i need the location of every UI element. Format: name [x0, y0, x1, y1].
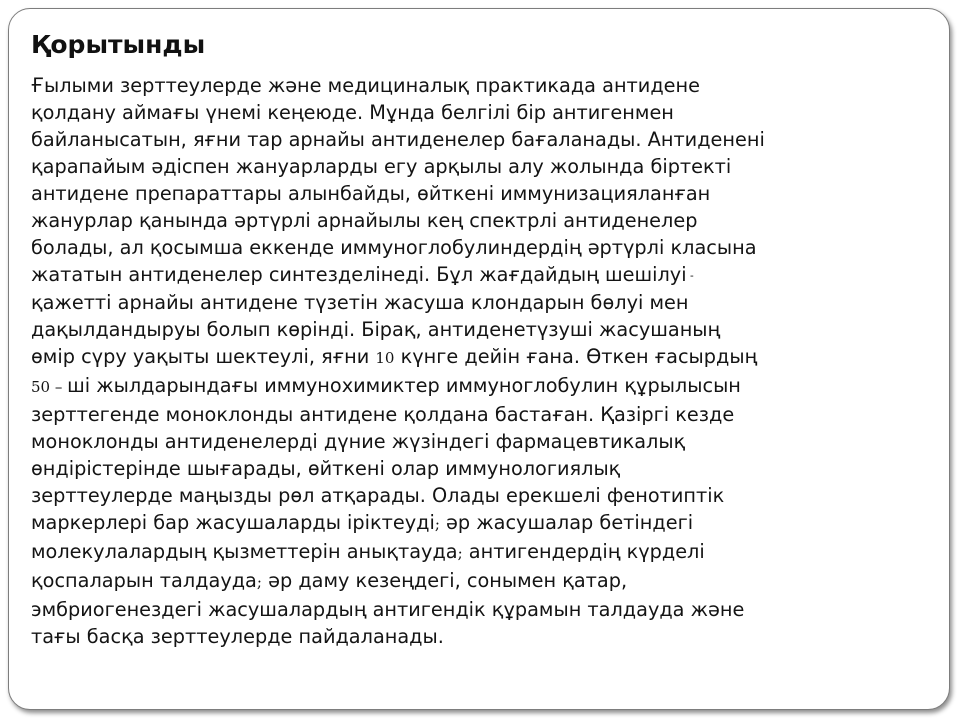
- text-fragment: әр жасушалар бетіндегі: [439, 511, 694, 534]
- text-fragment: болады, ал қосымша еккенде иммуноглобулиндердің әртүрлі класына: [31, 236, 757, 259]
- text-fragment: күнге дейін ғана. Өткен ғасырдың: [394, 345, 758, 368]
- text-line: [31, 538, 931, 567]
- text-fragment: қоспаларын талдауда: [31, 569, 257, 592]
- slide-title: Қорытынды: [31, 30, 206, 59]
- text-line: [31, 372, 931, 401]
- text-fragment: қажетті арнайы антидене түзетін жасуша клондарын бөлуі мен: [31, 291, 689, 314]
- text-line: [31, 428, 931, 455]
- semicolon-fragment: ;: [457, 544, 463, 562]
- text-line: [31, 343, 931, 372]
- semicolon-fragment: ;: [256, 573, 262, 591]
- text-fragment: молекулалардың қызметтерін анықтауда: [31, 540, 458, 563]
- dash-fragment: -: [686, 269, 694, 282]
- text-line: [31, 180, 931, 207]
- number-fragment: 10: [375, 349, 395, 367]
- text-fragment: тағы басқа зерттеулерде пайдаланады.: [31, 625, 444, 648]
- text-line: [31, 234, 931, 261]
- text-fragment: қарапайым әдіспен жануарларды егу арқылы алу жолында біртекті: [31, 155, 732, 178]
- text-fragment: байланысатын, яғни тар арнайы антиденелер бағаланады. Антидененi: [31, 128, 765, 151]
- text-fragment: моноклонды антиденелерді дүние жүзіндегі фармацевтикалық: [31, 430, 686, 453]
- text-line: [31, 72, 931, 99]
- text-line: [31, 509, 931, 538]
- text-line: [31, 153, 931, 180]
- slide-body-text: [31, 72, 931, 650]
- text-fragment: антидене препараттары алынбайды, өйткені иммунизацияланған: [31, 182, 711, 205]
- text-fragment: жататын антиденелер синтезделінеді. Бұл жағдайдың шешілуі: [31, 263, 687, 286]
- text-line: [31, 289, 931, 316]
- text-line: [31, 567, 931, 596]
- text-fragment: жанурлар қанында әртүрлі арнайылы кең спектрлі антиденелер: [31, 209, 698, 232]
- semicolon-fragment: ;: [434, 515, 440, 533]
- text-line: [31, 261, 931, 289]
- text-fragment: зерттегенде моноклонды антидене қолдана бастаған. Қазіргі кезде: [31, 403, 735, 426]
- text-fragment: ші жылдарындағы иммунохимиктер иммуноглобулин құрылысын: [67, 374, 741, 397]
- text-line: [31, 455, 931, 482]
- text-fragment: дақылдандыруы болып көрінді. Бірақ, антиденетүзуші жасушаның: [31, 318, 721, 341]
- text-line: [31, 596, 931, 623]
- text-line: [31, 401, 931, 428]
- text-fragment: өндірістерінде шығарады, өйткені олар иммунологиялық: [31, 457, 621, 480]
- text-fragment: зерттеулерде маңызды рөл атқарады. Олады ерекшелі фенотиптік: [31, 484, 725, 507]
- text-fragment: өмір сүру уақыты шектеулі, яғни: [31, 345, 376, 368]
- text-line: [31, 623, 931, 650]
- text-fragment: антигендердің күрделі: [462, 540, 705, 563]
- text-fragment: әр даму кезеңдегі, сонымен қатар,: [261, 569, 628, 592]
- text-fragment: маркерлері бар жасушаларды іріктеуді: [31, 511, 435, 534]
- text-line: [31, 99, 931, 126]
- text-fragment: Ғылыми зерттеулерде және медициналық практикада антидене: [31, 74, 700, 97]
- text-fragment: эмбриогенездегі жасушалардың антигендік құрамын талдауда және: [31, 598, 745, 621]
- text-line: [31, 316, 931, 343]
- text-fragment: қолдану аймағы үнемі кеңеюде. Мұнда белгілі бір антигенмен: [31, 101, 674, 124]
- text-line: [31, 482, 931, 509]
- text-line: [31, 207, 931, 234]
- text-line: [31, 126, 931, 153]
- number-fragment: 50 –: [31, 378, 68, 396]
